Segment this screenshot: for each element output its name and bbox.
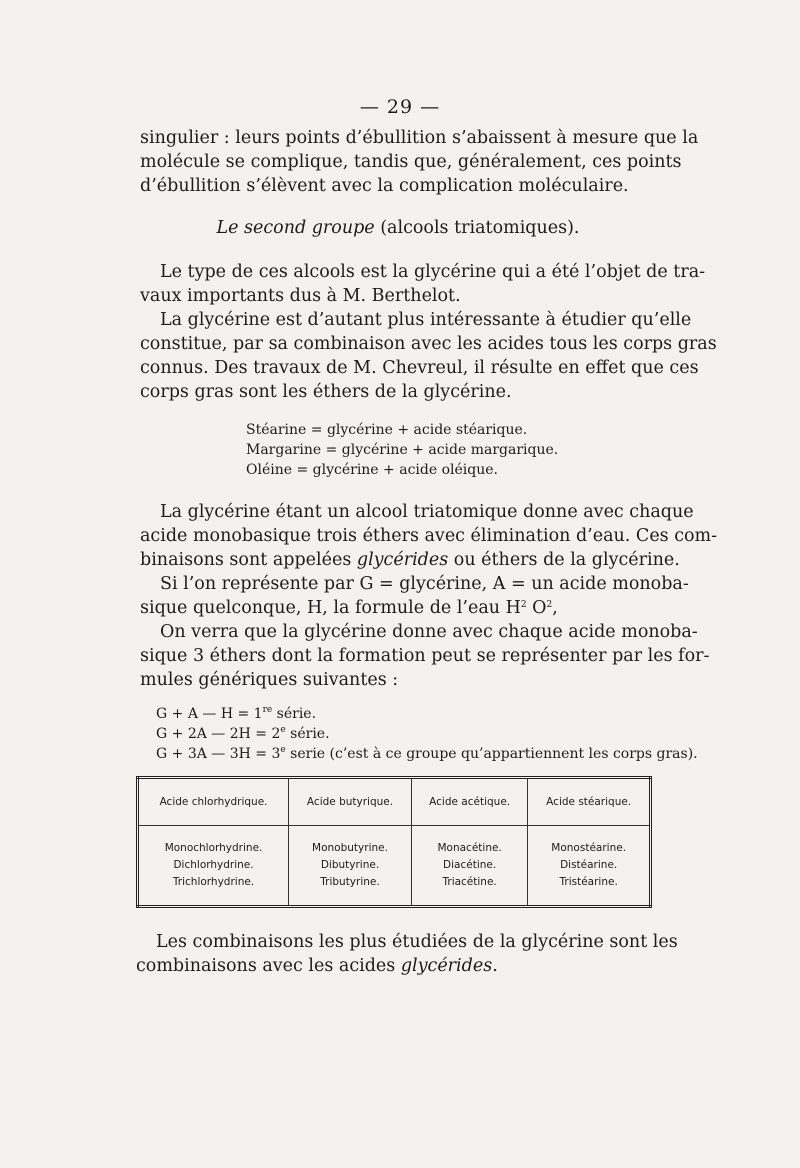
text-line: constitue, par sa combinaison avec les acides tous les corps gras	[140, 334, 717, 354]
text-line: sique quelconque, H, la formule de l’eau $H^2$ $O^2$,	[140, 598, 558, 618]
text-line: mules génériques suivantes :	[140, 670, 399, 690]
paragraph-combinations	[136, 930, 678, 978]
equation-stearine: Stéarine = glycérine + acide stéarique.	[246, 422, 528, 438]
text-line: La glycérine étant un alcool triatomique donne avec chaque	[160, 502, 694, 522]
formula-line: G + 2A — $2H = 2^e$ série.	[156, 725, 330, 742]
text-line: connus. Des travaux de M. Chevreul, il résulte en effet que ces	[140, 358, 699, 378]
paragraph-notation	[140, 572, 689, 620]
section-heading	[140, 216, 656, 240]
formulas-block	[156, 704, 698, 764]
table-cell: Monobutyrine. Dibutyrine. Tributyrine.	[289, 826, 412, 907]
text-line: On verra que la glycérine donne avec chaque acide monoba-	[160, 622, 698, 642]
table-cell: Monostéarine. Distéarine. Tristéarine.	[528, 826, 651, 907]
text-line: sique 3 éthers dont la formation peut se représenter par les for-	[140, 646, 710, 666]
text-line: corps gras sont les éthers de la glycérine.	[140, 382, 512, 402]
heading-rest: (alcools triatomiques).	[374, 218, 580, 238]
table-header-row	[138, 778, 651, 826]
table-header: Acide stéarique.	[528, 778, 651, 826]
equation-margarine: Margarine = glycérine + acide margarique.	[246, 442, 559, 458]
text-line: Si l’on représente par G = glycérine, A = un acide monoba-	[160, 574, 689, 594]
text-line: Les combinaisons les plus étudiées de la glycérine sont les	[156, 932, 678, 952]
table-cell: Monochlorhydrine. Dichlorhydrine. Trichlorhydrine.	[138, 826, 289, 907]
heading-italic: Le second groupe	[216, 218, 375, 238]
paragraph-type	[140, 260, 706, 308]
page-number: — 29 —	[359, 96, 441, 118]
table-header: Acide acétique.	[411, 778, 527, 826]
table-cell: Monacétine. Diacétine. Triacétine.	[411, 826, 527, 907]
text-line: molécule se complique, tandis que, généralement, ces points	[140, 152, 682, 172]
text-line: d’ébullition s’élèvent avec la complication moléculaire.	[140, 176, 629, 196]
equation-oleine: Oléine = glycérine + acide oléique.	[246, 462, 498, 478]
glyceride-table	[136, 776, 652, 908]
text-line: combinaisons avec les acides glycérides.	[136, 956, 498, 976]
table-header: Acide chlorhydrique.	[138, 778, 289, 826]
table-header: Acide butyrique.	[289, 778, 412, 826]
text-line: La glycérine est d’autant plus intéressante à étudier qu’elle	[160, 310, 692, 330]
text-line: acide monobasique trois éthers avec élimination d’eau. Ces com-	[140, 526, 718, 546]
paragraph-triatomic	[140, 500, 718, 572]
text-line: binaisons sont appelées glycérides ou éthers de la glycérine.	[140, 550, 680, 570]
formula-line: G + A — H = 1re série.	[156, 705, 317, 722]
text-line: singulier : leurs points d’ébullition s’abaissent à mesure que la	[140, 128, 699, 148]
formula-line: G + 3A — $3H = 3^e$ serie (c’est à ce groupe qu’appartiennent les corps gras).	[156, 745, 698, 762]
paragraph-interest	[140, 308, 717, 404]
paragraph-continuation	[140, 126, 699, 198]
equations-block	[246, 420, 558, 480]
table-row	[138, 826, 651, 907]
text-line: Le type de ces alcools est la glycérine qui a été l’objet de tra-	[160, 262, 706, 282]
paragraph-formulas-intro	[140, 620, 710, 692]
text-line: vaux importants dus à M. Berthelot.	[140, 286, 461, 306]
